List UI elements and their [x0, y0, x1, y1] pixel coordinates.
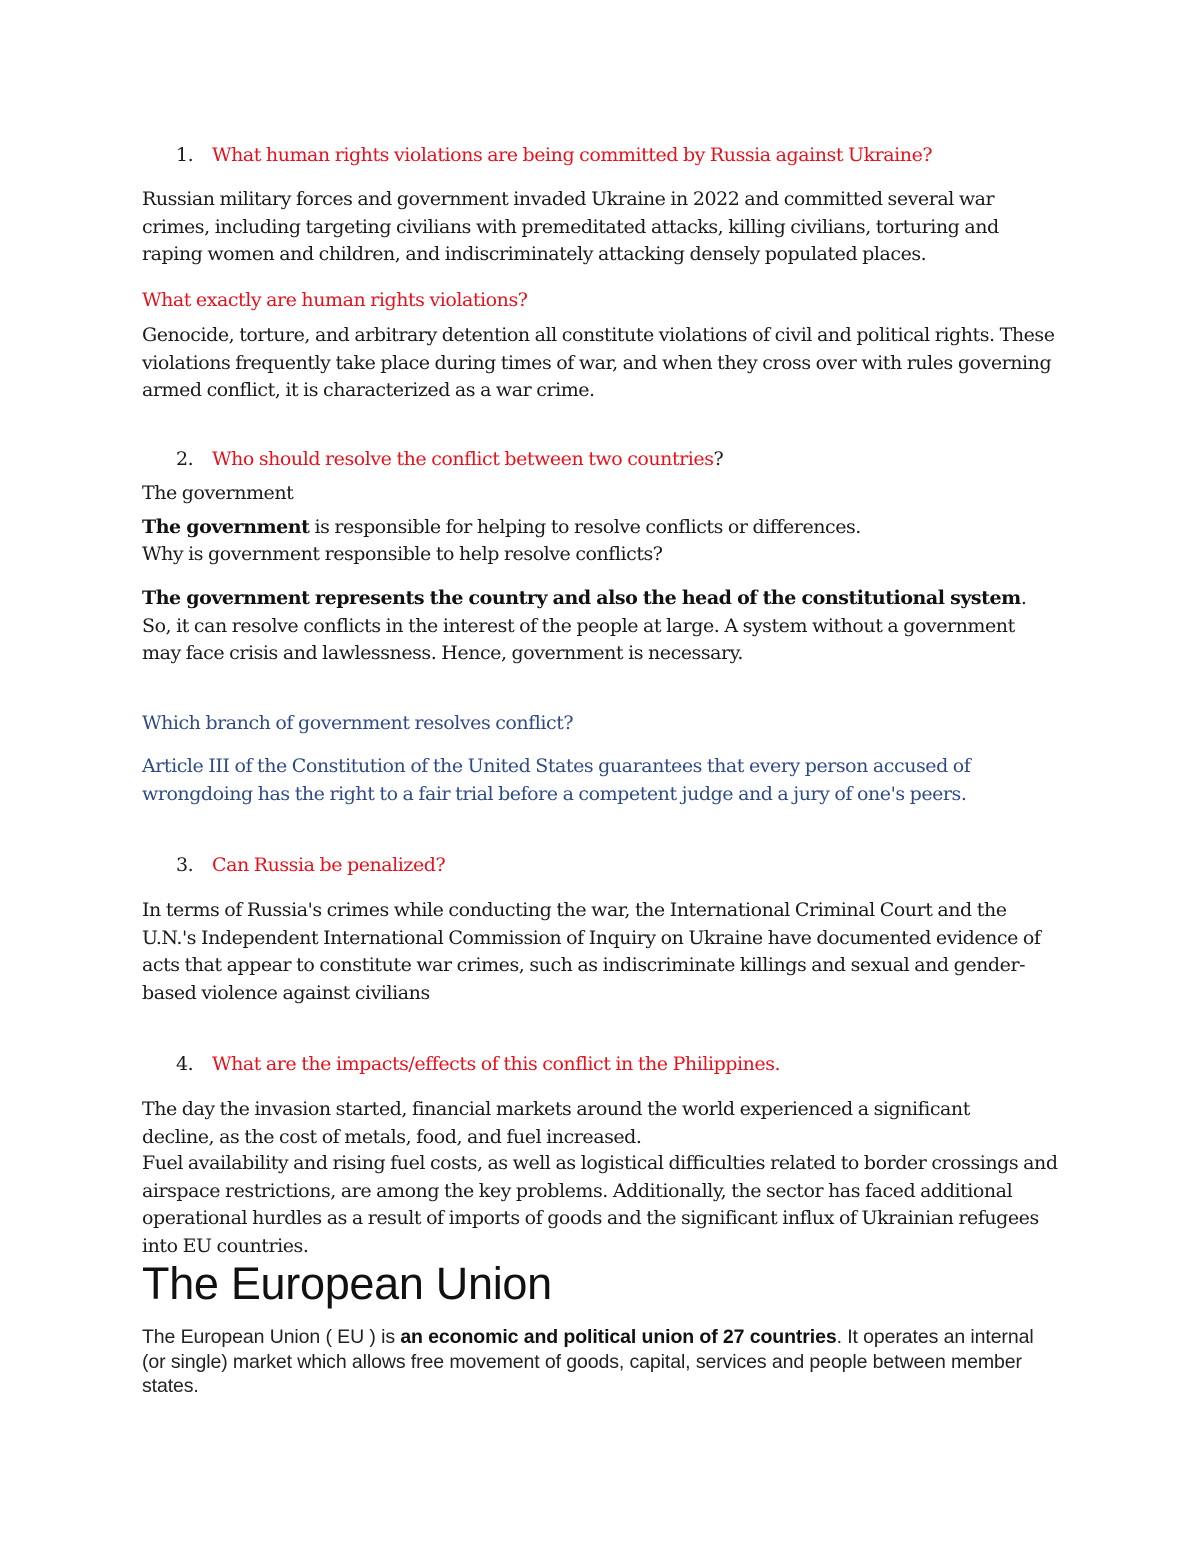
q3-number: 3.: [176, 854, 194, 876]
q2-bold-lead: The government: [142, 516, 310, 538]
q4-answer-2: Fuel availability and rising fuel costs, as well as logistical difficulties related to border crossings and airspace restrictions, are among the key problems. Additionally, the sector has faced additional operational hurdles as a result of imports of goods and the significant influx of Ukrainian refugees into EU countries.: [142, 1152, 1058, 1257]
q4-number: 4.: [176, 1053, 194, 1075]
q1-number: 1.: [176, 144, 194, 166]
q4-question: What are the impacts/effects of this conflict in the Philippines.: [212, 1053, 781, 1075]
q2-why-line: Why is government responsible to help resolve conflicts?: [142, 543, 663, 565]
q2-statement: [142, 585, 1054, 668]
q1-question: What human rights violations are being committed by Russia against Ukraine?: [212, 144, 933, 166]
q2-question-line: [212, 446, 723, 474]
q2-question-mark: ?: [713, 448, 724, 470]
eu-bold: an economic and political union of 27 countries: [400, 1326, 837, 1348]
eu-paragraph: [142, 1325, 1042, 1399]
q3-answer: In terms of Russia's crimes while conducting the war, the International Criminal Court and the U.N.'s Independent International Commission of Inquiry on Ukraine have documented evidence of acts that appear to constitute war crimes, such as indiscriminate killings and sexual and gender-based violence against civilians: [142, 899, 1041, 1004]
q2-branch-answer: Article III of the Constitution of the United States guarantees that every person accused of wrongdoing has the right to a fair trial before a competent judge and a jury of one's peers.: [142, 755, 971, 805]
q1-subheading: What exactly are human rights violations?: [142, 289, 528, 311]
q1-subanswer: Genocide, torture, and arbitrary detention all constitute violations of civil and political rights. These violations frequently take place during times of war, and when they cross over with rules governing armed conflict, it is characterized as a war crime.: [142, 324, 1055, 401]
q3-question: Can Russia be penalized?: [212, 854, 446, 876]
eu-intro: The European Union ( EU ) is: [142, 1326, 401, 1348]
q2-responsibility-line: [142, 514, 1062, 542]
q2-branch-question: Which branch of government resolves conflict?: [142, 712, 574, 734]
q2-question: Who should resolve the conflict between two countries: [212, 448, 714, 470]
q2-bold-lead-rest: is responsible for helping to resolve conflicts or differences.: [309, 516, 861, 538]
q2-statement-rest: . So, it can resolve conflicts in the interest of the people at large. A system without a government may face crisis and lawlessness. Hence, government is necessary.: [142, 587, 1027, 664]
eu-rest: . It operates an internal (or single) market which allows free movement of goods, capital, services and people between member states.: [142, 1326, 1034, 1397]
q4-answer-1: The day the invasion started, financial markets around the world experienced a significant decline, as the cost of metals, food, and fuel increased.: [142, 1098, 970, 1148]
q2-short-answer: The government: [142, 482, 294, 504]
q1-answer: Russian military forces and government invaded Ukraine in 2022 and committed several war crimes, including targeting civilians with premeditated attacks, killing civilians, torturing and raping women and children, and indiscriminately attacking densely populated places.: [142, 188, 999, 265]
eu-heading: The European Union: [142, 1258, 552, 1309]
q2-bold-statement: The government represents the country and also the head of the constitutional system: [142, 587, 1021, 609]
q2-number: 2.: [176, 448, 194, 470]
